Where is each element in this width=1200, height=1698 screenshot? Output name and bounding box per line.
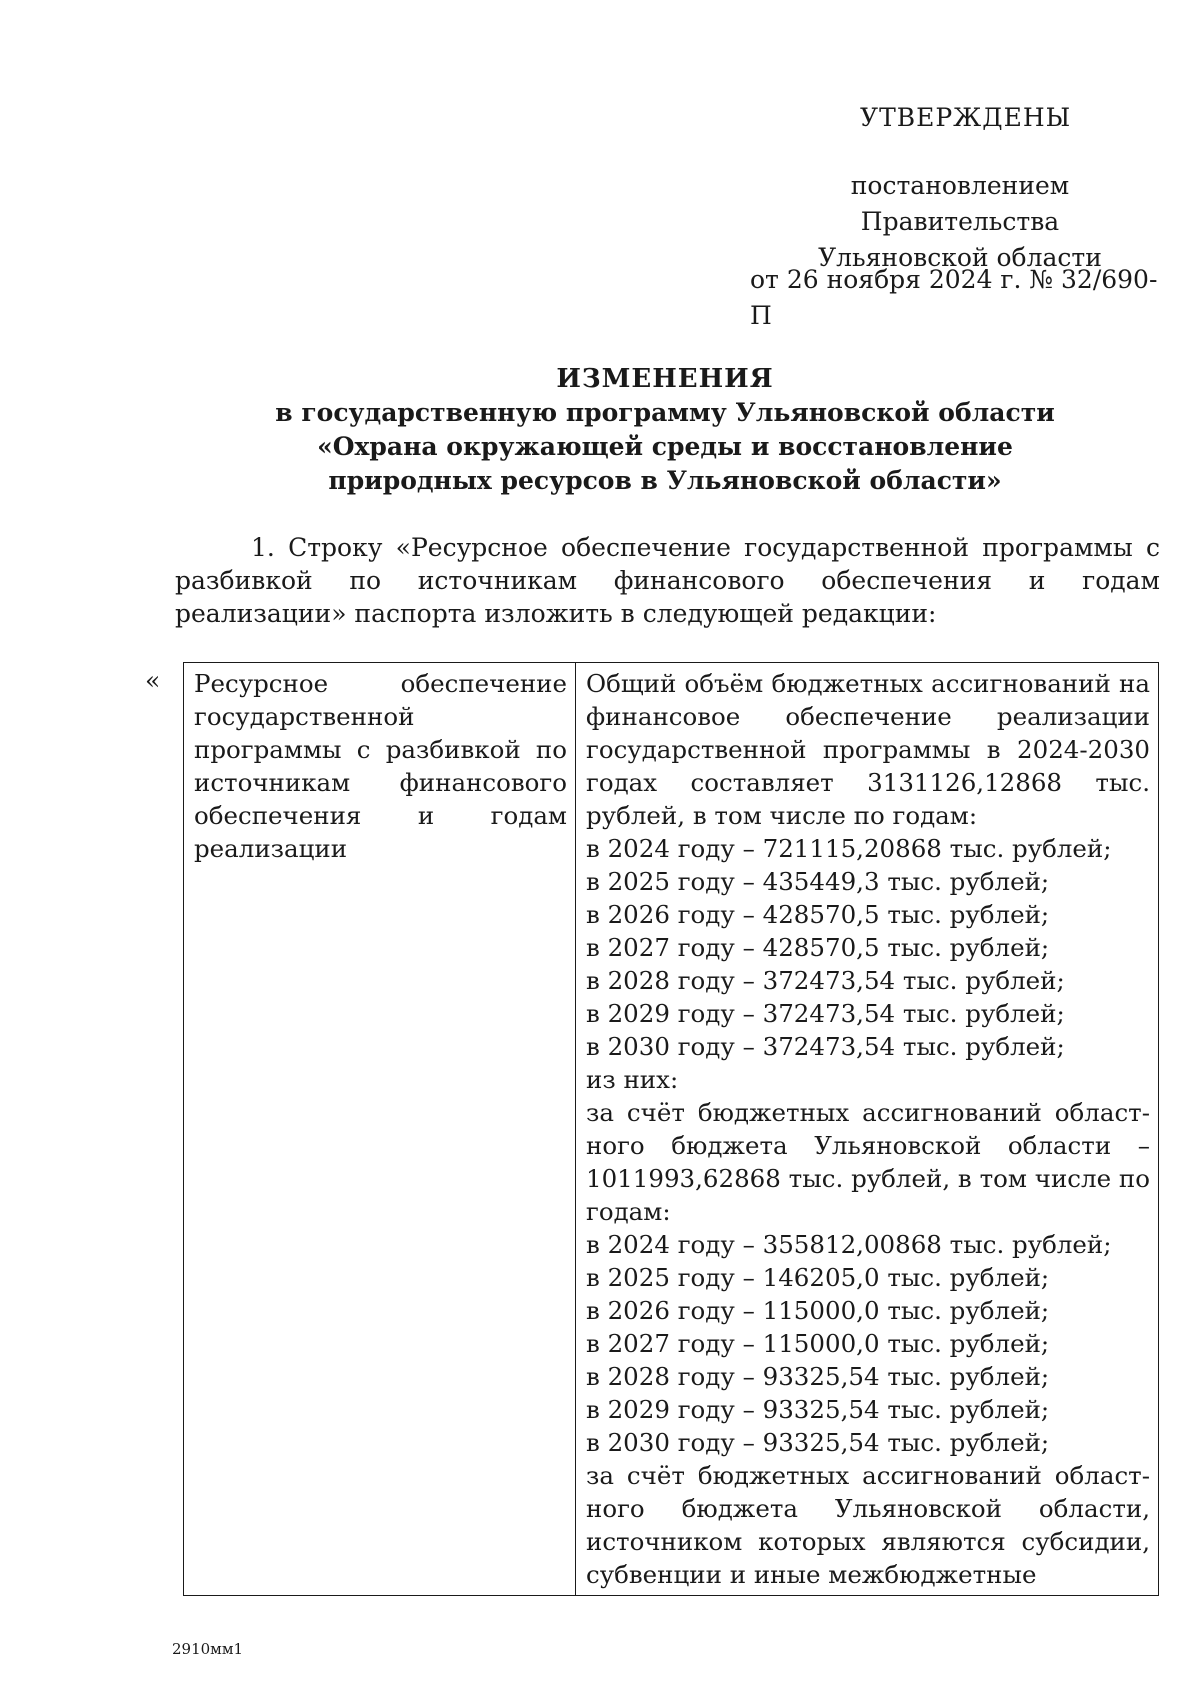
- list-item: в 2028 году – 372473,54 тыс. рублей;: [586, 966, 1065, 995]
- total-funding-intro: Общий объём бюджетных ассигнований на финансовое обеспечение реализации государственной программы в 2024-2030 годах составляет 3131126,12868 тыс. рублей, в том числе по годам:: [586, 669, 1150, 830]
- footer-document-code: 2910мм1: [172, 1640, 244, 1658]
- list-item: в 2030 году – 372473,54 тыс. рублей;: [586, 1032, 1065, 1061]
- list-item: в 2029 году – 372473,54 тыс. рублей;: [586, 999, 1065, 1028]
- list-item: в 2028 году – 93325,54 тыс. рублей;: [586, 1362, 1050, 1391]
- list-item: в 2027 году – 115000,0 тыс. рублей;: [586, 1329, 1050, 1358]
- paragraph-item-1: 1. Строку «Ресурсное обеспечение государственной программы с разбивкой по источникам финансового обеспечения и годам реализации» паспорта изложить в следующей редакции:: [175, 533, 1160, 628]
- approval-authority-line2: Ульяновской области: [818, 243, 1102, 272]
- list-item: в 2024 году – 721115,20868 тыс. рублей;: [586, 834, 1112, 863]
- list-item: в 2029 году – 93325,54 тыс. рублей;: [586, 1395, 1050, 1424]
- list-item: в 2026 году – 115000,0 тыс. рублей;: [586, 1296, 1050, 1325]
- table-cell-label: [184, 663, 576, 1596]
- table-cell-value: [576, 663, 1159, 1596]
- table-row: [184, 663, 1159, 1596]
- of-them-label: из них:: [586, 1065, 679, 1094]
- list-item: в 2025 году – 435449,3 тыс. рублей;: [586, 867, 1050, 896]
- approval-authority: [760, 168, 1160, 276]
- list-item: в 2027 году – 428570,5 тыс. рублей;: [586, 933, 1050, 962]
- quote-open-mark: «: [145, 666, 161, 695]
- total-by-year-list: [586, 832, 1150, 1063]
- heading-line2: «Охрана окружающей среды и восстановление: [317, 432, 1013, 461]
- heading-line1: в государственную программу Ульяновской области: [275, 398, 1055, 427]
- list-item: в 2030 году – 93325,54 тыс. рублей;: [586, 1428, 1050, 1457]
- subsidy-funding-intro: за счёт бюджетных ассигнований областного бюджета Ульяновской области, источником которых являются субсидии, субвенции и иные межбюджетные: [586, 1461, 1150, 1589]
- list-item: в 2025 году – 146205,0 тыс. рублей;: [586, 1263, 1050, 1292]
- regional-funding-intro: за счёт бюджетных ассигнований областного бюджета Ульяновской области – 1011993,62868 тыс. рублей, в том числе по годам:: [586, 1098, 1150, 1226]
- approval-date: от 26 ноября 2024 г. № 32/690-П: [750, 265, 1158, 330]
- approval-title: УТВЕРЖДЕНЫ: [860, 103, 1072, 132]
- list-item: в 2024 году – 355812,00868 тыс. рублей;: [586, 1230, 1112, 1259]
- passport-table: [183, 662, 1159, 1596]
- list-item: в 2026 году – 428570,5 тыс. рублей;: [586, 900, 1050, 929]
- document-heading: [170, 362, 1160, 498]
- heading-title: ИЗМЕНЕНИЯ: [556, 364, 774, 394]
- approval-authority-line1: постановлением Правительства: [850, 171, 1070, 236]
- heading-line3: природных ресурсов в Ульяновской области»: [328, 466, 1002, 495]
- cell-label-text: Ресурсное обеспечение государственной программы с разбивкой по источникам финансового обеспечения и годам реализации: [194, 669, 567, 863]
- regional-by-year-list: [586, 1228, 1150, 1459]
